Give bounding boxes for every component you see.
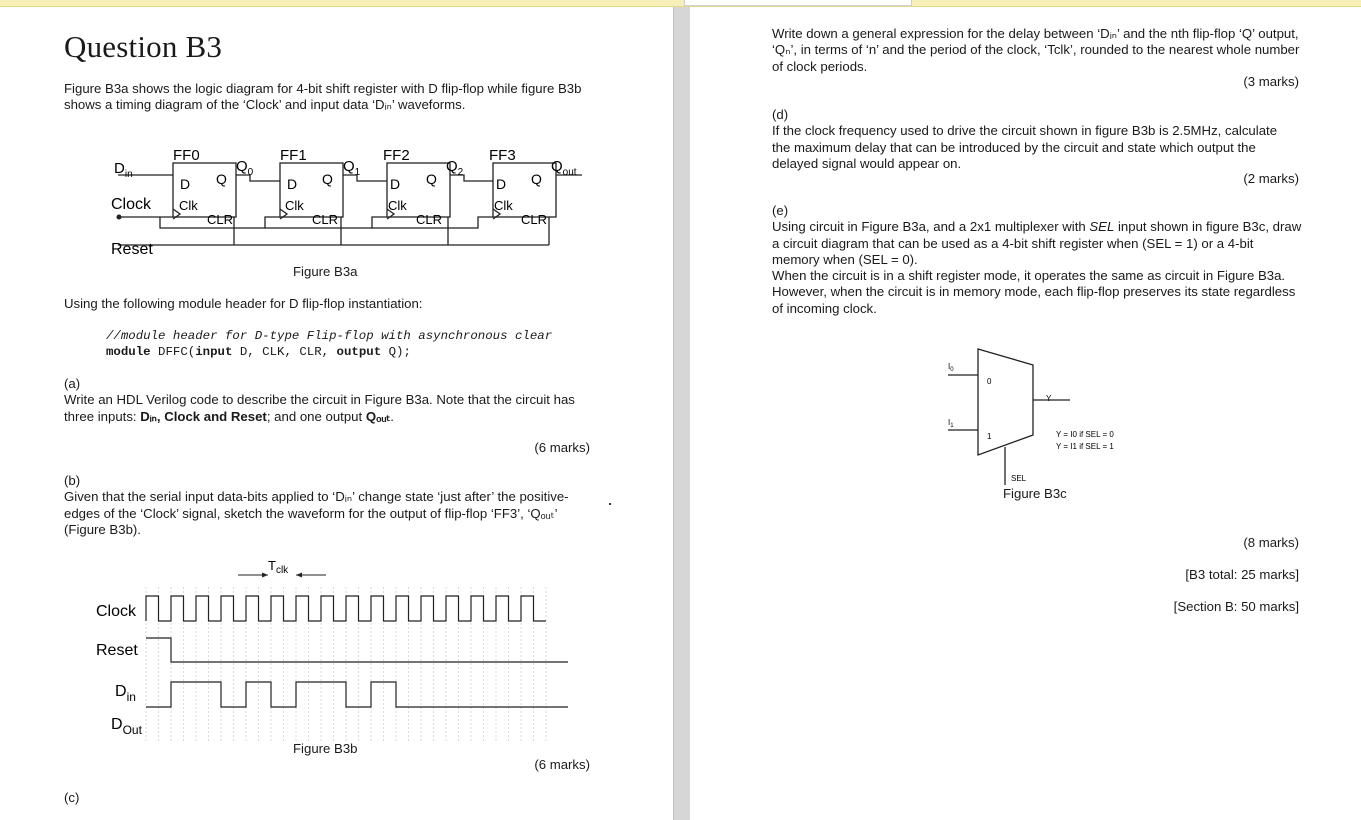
- ff1-name: FF1: [280, 147, 307, 164]
- sig-dout-label: $D_{Out}$: [111, 716, 142, 737]
- ff2-pin-q: Q: [426, 171, 437, 187]
- ff0-pin-q: Q: [216, 171, 227, 187]
- top-ruler-tab: [684, 0, 912, 6]
- part-a-text: Write an HDL Verilog code to describe the circuit in Figure B3a. Note that the circuit has three inputs: Dᵢₙ, Clock and Reset; and one output Qₒᵤₜ.: [64, 392, 575, 424]
- ff2-pin-d: D: [390, 176, 401, 192]
- code-line: module DFFC(input D, CLK, CLR, output Q);: [106, 345, 411, 359]
- part-b-label: (b): [64, 473, 81, 488]
- qout-label: $Q_{out}$: [551, 158, 577, 178]
- part-a-marks: (6 marks): [534, 440, 590, 455]
- figure-b3c-caption: Figure B3c: [1003, 486, 1067, 501]
- clock-waveform: [146, 596, 546, 621]
- tclk-label: $T_{clk}$: [268, 558, 289, 576]
- clock-node: [117, 215, 122, 220]
- clock-label: Clock: [111, 196, 152, 213]
- ff3-pin-d: D: [496, 176, 507, 192]
- mux-sel1-label: 1: [987, 432, 992, 441]
- part-e-text-2: When the circuit is in a shift register mode, it operates the same as circuit in Figure B3a.: [772, 268, 1286, 284]
- part-e-label: (e): [772, 203, 789, 218]
- module-intro: Using the following module header for D flip-flop instantiation:: [64, 296, 423, 311]
- ff3-name: FF3: [489, 147, 516, 164]
- q2-label: $Q_2$: [446, 158, 464, 178]
- left-page: [0, 7, 673, 820]
- part-e-text-1: Using circuit in Figure B3a, and a 2x1 multiplexer with SEL input shown in figure B3c, draw a circuit diagram that can be used as a 4-bit shift register when (SEL = 1) or a 4-bit memory when (SEL = 0).: [772, 219, 1302, 267]
- ff0-pin-clr: CLR: [207, 212, 234, 227]
- ff1-pin-q: Q: [322, 171, 333, 187]
- part-c-text: Write down a general expression for the delay between ‘Dᵢₙ’ and the nth flip-flop ‘Q’ output, ‘Qₙ’, in terms of ‘n’ and the period of the clock, ‘Tclk’, rounded to the nearest whole number of clock periods.: [772, 26, 1300, 74]
- ff2-pin-clk: Clk: [388, 198, 407, 213]
- figure-b3a-diagram: [100, 135, 600, 265]
- question-title: Question B3: [64, 29, 223, 64]
- tclk-arrowhead-left: [262, 573, 268, 578]
- figure-b3b-caption: Figure B3b: [293, 741, 358, 756]
- part-d-marks: (2 marks): [1243, 171, 1299, 186]
- ff0-pin-d: D: [180, 176, 191, 192]
- top-ruler-bar: [0, 0, 1361, 7]
- q1-wire: [343, 175, 387, 181]
- mux-sel-label: SEL: [1011, 474, 1027, 483]
- q0-wire: [236, 175, 280, 181]
- ff2-name: FF2: [383, 147, 410, 164]
- tclk-arrowhead-right: [296, 573, 302, 578]
- ff1-pin-d: D: [287, 176, 298, 192]
- stray-dot: [609, 503, 611, 505]
- mux-in1-label: $I_1$: [948, 418, 954, 429]
- part-b-marks: (6 marks): [534, 757, 590, 772]
- part-d: [772, 107, 1297, 172]
- part-c-label: (c): [64, 790, 80, 805]
- part-d-text: If the clock frequency used to drive the circuit shown in figure B3b is 2.5MHz, calculate the maximum delay that can be introduced by the circuit and state which output the delayed signal would appear on.: [772, 123, 1278, 171]
- ff3-pin-q: Q: [531, 171, 542, 187]
- ff2-pin-clr: CLR: [416, 212, 443, 227]
- section-total: [Section B: 50 marks]: [1173, 599, 1299, 614]
- mux-sel0-label: 0: [987, 377, 992, 386]
- figure-b3c-mux: [938, 345, 1138, 490]
- ff1-pin-clr: CLR: [312, 212, 339, 227]
- q0-label: $Q_0$: [236, 158, 254, 178]
- figure-b3b-timing: [90, 549, 580, 749]
- q2-wire: [450, 175, 493, 181]
- figure-b3a-caption: Figure B3a: [293, 264, 358, 279]
- mux-note-1: Y = I0 if SEL = 0: [1056, 430, 1114, 439]
- part-d-label: (d): [772, 107, 789, 122]
- mux-note-2: Y = I1 if SEL = 1: [1056, 442, 1114, 451]
- page-gutter: [673, 7, 691, 820]
- din-waveform: [146, 682, 568, 707]
- reset-waveform: [146, 638, 568, 662]
- sig-reset-label: Reset: [96, 642, 138, 659]
- ff3-pin-clr: CLR: [521, 212, 548, 227]
- ff1-pin-clk: Clk: [285, 198, 304, 213]
- module-header-code: [106, 328, 552, 360]
- right-page: [690, 7, 1361, 820]
- part-e: [772, 203, 1302, 317]
- ff3-pin-clk: Clk: [494, 198, 513, 213]
- din-label: $D_{in}$: [114, 160, 133, 180]
- part-b: [64, 473, 589, 538]
- code-comment: //module header for D-type Flip-flop with asynchronous clear: [106, 329, 553, 343]
- part-e-text-3: However, when the circuit is in memory mode, each flip-flop preserves its state regardless of incoming clock.: [772, 284, 1296, 316]
- intro-paragraph: Figure B3a shows the logic diagram for 4-bit shift register with D flip-flop while figure B3b shows a timing diagram of the ‘Clock’ and input data ‘Dᵢₙ’ waveforms.: [64, 81, 582, 113]
- reset-label: Reset: [111, 241, 153, 258]
- ff0-pin-clk: Clk: [179, 198, 198, 213]
- part-b-text: Given that the serial input data-bits applied to ‘Dᵢₙ’ change state ‘just after’ the positive-edges of the ‘Clock’ signal, sketch the waveform for the output of flip-flop ‘FF3’, ‘Qₒᵤₜ’ (Figure B3b).: [64, 489, 569, 537]
- part-a: [64, 376, 599, 425]
- q1-label: $Q_1$: [343, 158, 361, 178]
- mux-out-label: Y: [1046, 394, 1052, 403]
- part-e-marks: (8 marks): [1243, 535, 1299, 550]
- ff0-name: FF0: [173, 147, 200, 164]
- part-a-label: (a): [64, 376, 81, 391]
- mux-in0-label: $I_0$: [948, 362, 954, 373]
- sig-din-label: $D_{in}$: [115, 683, 136, 704]
- sig-clock-label: Clock: [96, 603, 137, 620]
- question-total: [B3 total: 25 marks]: [1185, 567, 1299, 582]
- part-c-marks: (3 marks): [1243, 74, 1299, 89]
